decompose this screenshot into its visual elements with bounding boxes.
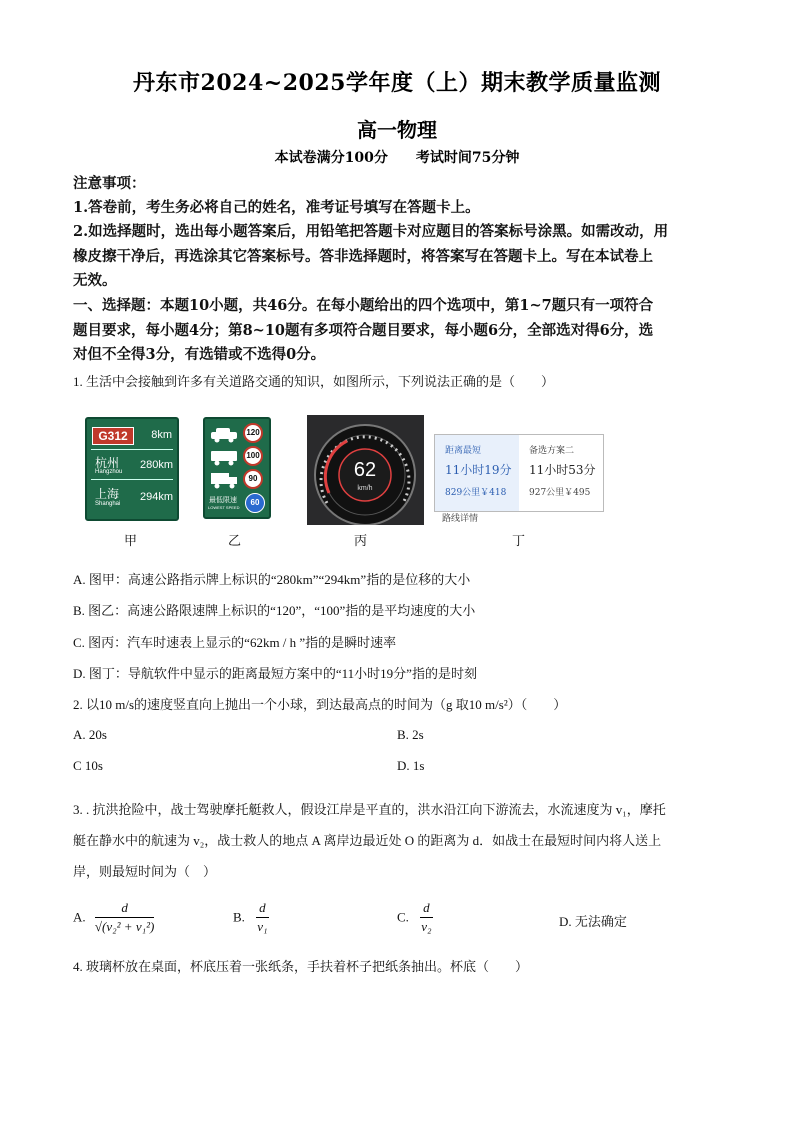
min-speed-label: 最低限速 bbox=[209, 496, 237, 504]
figure-ding-navigation bbox=[434, 434, 604, 512]
q2-option-a: A. 20s bbox=[73, 727, 107, 742]
q3-option-a-fraction bbox=[95, 899, 154, 936]
q2-option-b: B. 2s bbox=[397, 727, 424, 742]
sign-divider bbox=[91, 449, 173, 450]
question-3-line-2: 艇在静水中的航速为 v₂，战士救人的地点 A 离岸边最近处 O 的距离为 d．如战士在最短时间内将人送上 bbox=[73, 833, 662, 848]
figure-yi-speed-limit-sign bbox=[203, 417, 271, 519]
q3-b-numerator: d bbox=[256, 899, 269, 918]
note-1: 1.答卷前，考生务必将自己的姓名，准考证号填写在答题卡上。 bbox=[73, 199, 480, 216]
q3-a-denominator: √(v₂² + v₁²) bbox=[94, 919, 155, 934]
q3-option-d: D. 无法确定 bbox=[559, 914, 627, 929]
speed-readout: 62 bbox=[353, 459, 377, 481]
figure-jia-direction-sign bbox=[85, 417, 179, 521]
shanghai-distance: 294km bbox=[139, 491, 173, 503]
q3-option-c-fraction bbox=[420, 899, 433, 936]
section1-line-1: 一、选择题：本题10小题，共46分。在每小题给出的四个选项中，第1~7题只有一项符合 bbox=[73, 297, 654, 314]
note-2-line-1: 2.如选择题时，选出每小题答案后，用铅笔把答题卡对应题目的答案标号涂黑。如需改动，用 bbox=[73, 223, 669, 240]
question-3-line-3: 岸，则最短时间为（ ） bbox=[73, 864, 217, 879]
car-icon bbox=[209, 425, 239, 443]
route-g312-badge: G312 bbox=[92, 427, 134, 445]
question-2-stem: 2. 以10 m/s的速度竖直向上抛出一个小球，到达最高点的时间为（g 取10 m/s²）（ ） bbox=[73, 697, 567, 712]
note-2-line-2: 橡皮擦干净后，再选涂其它答案标号。答非选择题时，将答案写在答题卡上。写在本试卷上 bbox=[73, 248, 653, 265]
hangzhou-sub: Hangzhou bbox=[95, 469, 123, 475]
q3-option-b-label: B. bbox=[233, 909, 245, 925]
route-shortest-label: 距离最短 bbox=[445, 446, 482, 456]
hangzhou-label: 杭州 bbox=[95, 456, 120, 470]
q1-option-b: B. 图乙：高速公路限速牌上标识的“120”，“100”指的是平均速度的大小 bbox=[73, 603, 476, 618]
route-alt-time: 11小时53分 bbox=[529, 463, 596, 477]
min-speed-60-badge: 60 bbox=[245, 493, 265, 513]
route-alt-detail: 927公里￥495 bbox=[529, 488, 591, 498]
note-2-line-3: 无效。 bbox=[73, 272, 117, 289]
q3-option-b bbox=[233, 899, 269, 936]
q3-option-b-fraction bbox=[256, 899, 269, 936]
route-shortest-detail: 829公里￥418 bbox=[445, 488, 507, 498]
question-4-stem: 4. 玻璃杯放在桌面，杯底压着一张纸条，手扶着杯子把纸条抽出。杯底（ ） bbox=[73, 959, 529, 974]
sign-divider bbox=[91, 479, 173, 480]
exam-info bbox=[0, 147, 794, 167]
q3-option-a bbox=[73, 899, 154, 936]
shanghai-sub: Shanghai bbox=[95, 501, 121, 507]
limit-120-badge: 120 bbox=[243, 423, 263, 443]
question-3-line-1: 3. . 抗洪抢险中，战士驾驶摩托艇救人，假设江岸是平直的，洪水沿江向下游流去，水流速度为 v₁，摩托 bbox=[73, 802, 666, 817]
truck-icon bbox=[209, 471, 239, 489]
time-info: 考试时间75分钟 bbox=[415, 150, 520, 166]
question-1-stem: 1. 生活中会接触到许多有关道路交通的知识，如图所示，下列说法正确的是（ ） bbox=[73, 374, 555, 389]
figure-bing-caption: 丙 bbox=[354, 534, 368, 549]
q3-option-c bbox=[397, 899, 433, 936]
q2-option-d: D. 1s bbox=[397, 758, 425, 773]
figure-ding-caption: 丁 bbox=[512, 534, 526, 549]
route-g312-distance: 8km bbox=[151, 429, 172, 441]
hangzhou-distance: 280km bbox=[139, 459, 173, 471]
shanghai-label: 上海 bbox=[95, 487, 120, 501]
bus-icon bbox=[209, 448, 239, 466]
q3-a-numerator: d bbox=[95, 899, 154, 918]
route-shortest-time: 11小时19分 bbox=[445, 463, 512, 477]
q3-c-numerator: d bbox=[420, 899, 433, 918]
q1-option-a: A. 图甲：高速公路指示牌上标识的“280km”“294km”指的是位移的大小 bbox=[73, 572, 471, 587]
limit-90-badge: 90 bbox=[243, 469, 263, 489]
score-info: 本试卷满分100分 bbox=[274, 150, 388, 166]
exam-subject: 高一物理 bbox=[357, 118, 437, 142]
notes-heading: 注意事项： bbox=[73, 175, 146, 192]
figure-jia-caption: 甲 bbox=[124, 534, 138, 549]
q3-option-c-label: C. bbox=[397, 909, 409, 925]
section1-line-2: 题目要求，每小题4分；第8~10题有多项符合题目要求，每小题6分，全部选对得6分，选 bbox=[73, 322, 654, 339]
q1-option-d: D. 图丁：导航软件中显示的距离最短方案中的“11小时19分”指的是时刻 bbox=[73, 666, 477, 681]
route-details-link: 路线详情 bbox=[442, 514, 479, 524]
exam-title: 丹东市2024~2025学年度（上）期末教学质量监测 bbox=[133, 70, 661, 96]
q3-c-denominator: v₂ bbox=[421, 919, 432, 934]
section1-line-3: 对但不全得3分，有选错或不选得0分。 bbox=[73, 346, 326, 363]
min-speed-sub: LOWEST SPEED bbox=[208, 505, 240, 510]
limit-100-badge: 100 bbox=[243, 446, 263, 466]
route-alt-label: 备选方案二 bbox=[529, 446, 575, 456]
speed-unit: km/h bbox=[357, 485, 373, 492]
q3-b-denominator: v₁ bbox=[257, 919, 268, 934]
figure-yi-caption: 乙 bbox=[228, 534, 242, 549]
figure-bing-speedometer bbox=[307, 415, 424, 525]
q2-option-c: C 10s bbox=[73, 758, 103, 773]
q3-option-a-label: A. bbox=[73, 909, 86, 925]
q1-option-c: C. 图丙：汽车时速表上显示的“62km / h ”指的是瞬时速率 bbox=[73, 635, 397, 650]
